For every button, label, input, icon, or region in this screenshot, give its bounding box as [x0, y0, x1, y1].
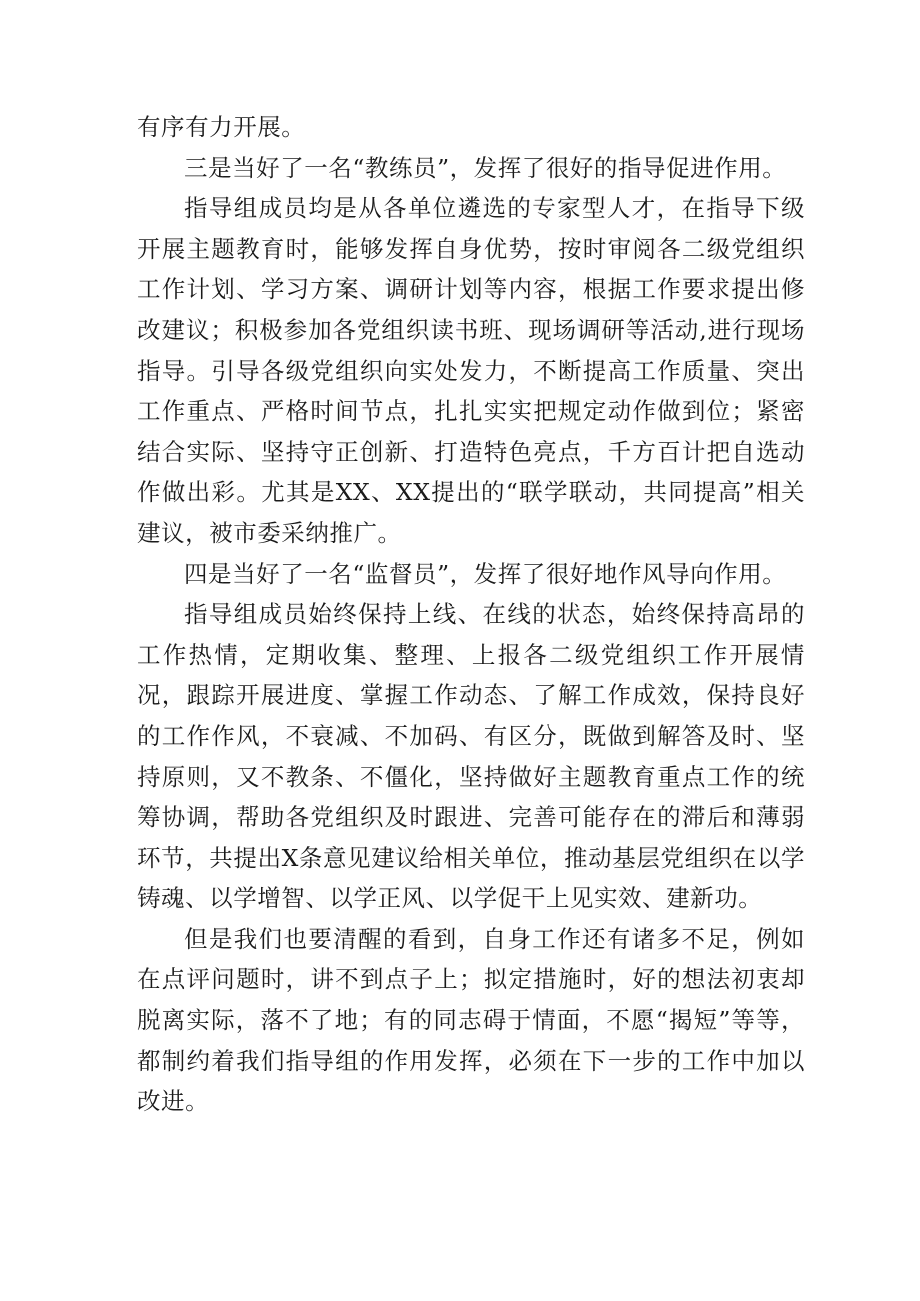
- section-heading-coach: 三是当好了一名“教练员”，发挥了很好的指导促进作用。: [184, 153, 787, 182]
- paragraph-coach-details: 指导组成员均是从各单位遴选的专家型人才，在指导下级开展主题教育时，能够发挥自身优势，按时审阅各二级党组织工作计划、学习方案、调研计划等内容，根据工作要求提出修改建议；积极参加各党组织读书班、现场调研等活动,进行现场指导。引导各级党组织向实处发力，不断提高工作质量、突出工作重点、严格时间节点，扎扎实实把规定动作做到位；紧密结合实际、坚持守正创新、打造特色亮点，千方百计把自选动作做出彩。尤其是XX、XX提出的“联学联动，共同提高”相关建议，被市委采纳推广。: [137, 194, 805, 547]
- paragraph-continuation: 有序有力开展。: [137, 113, 306, 141]
- paragraph-shortcomings: 但是我们也要清醒的看到，自身工作还有诸多不足，例如在点评问题时，讲不到点子上；拟定措施时，好的想法初衷却脱离实际，落不了地；有的同志碍于情面，不愿“揭短”等等，都制约着我们指导组的作用发挥，必须在下一步的工作中加以改进。: [137, 924, 805, 1116]
- section-heading-supervisor: 四是当好了一名“监督员”，发挥了很好地作风导向作用。: [184, 559, 787, 588]
- paragraph-supervisor-details: 指导组成员始终保持上线、在线的状态，始终保持高昂的工作热情，定期收集、整理、上报各二级党组织工作开展情况，跟踪开展进度、掌握工作动态、了解工作成效，保持良好的工作作风，不衰减、不加码、有区分，既做到解答及时、坚持原则，又不教条、不僵化，坚持做好主题教育重点工作的统筹协调，帮助各党组织及时跟进、完善可能存在的滞后和薄弱环节，共提出X条意见建议给相关单位，推动基层党组织在以学铸魂、以学增智、以学正风、以学促干上见实效、建新功。: [137, 600, 805, 913]
- document-body: [137, 107, 805, 1122]
